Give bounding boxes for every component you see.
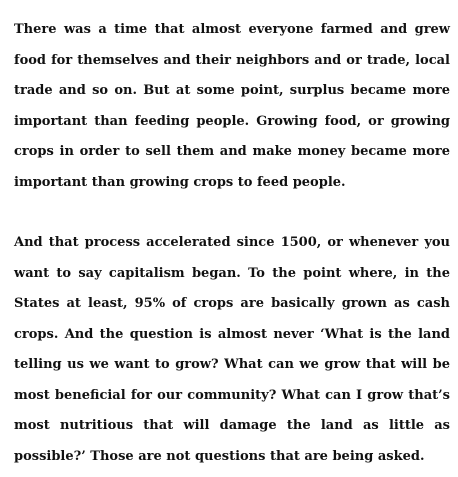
paragraph: And that process accelerated since 1500, or whenever you want to say capitalism began. To the point where, in the States at least, 95% of crops are basically grown as cash crops. And the question is almost never ‘What is the land telling us we want to grow? What can we grow that will be most beneficial for our community? What can I grow that’s most nutritious that will damage the land as little as possible?’ Those are not questions that are being asked. bbox=[14, 235, 450, 464]
paragraph: There was a time that almost everyone farmed and grew food for themselves and their neighbors and or trade, local trade and so on. But at some point, surplus became more important than feeding people. Growing food, or growing crops in order to sell them and make money became more important than growing crops to feed people. bbox=[14, 22, 450, 190]
